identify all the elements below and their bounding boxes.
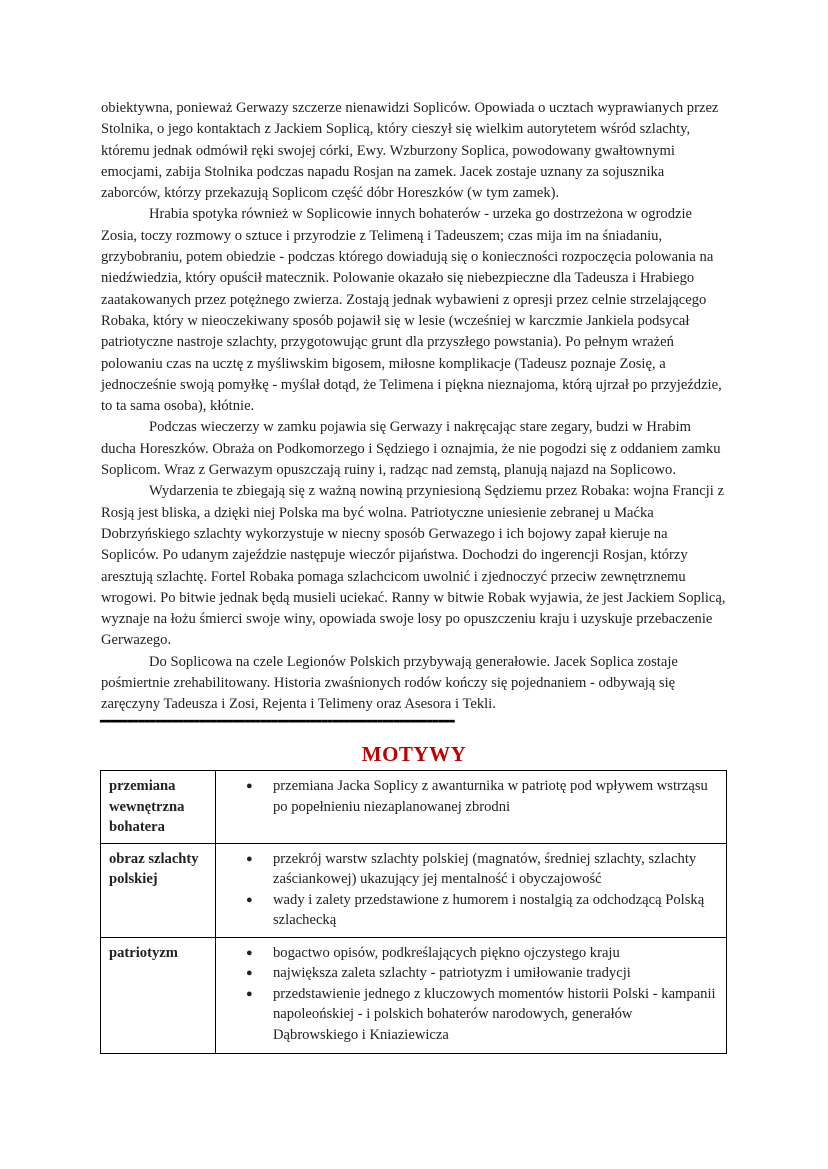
motif-items: [216, 937, 727, 1053]
list-item: ● wady i zalety przedstawione z humorem i nostalgią za odchodzącą Polską szlachecką: [246, 891, 705, 928]
paragraph-2: Hrabia spotyka również w Soplicowie innych bohaterów - urzeka go dostrzeżona w ogrodzie Zosia, toczy rozmowy o sztuce i przyrodzie z Telimeną i Tadeuszem; czas mija im na śniadaniu, grzybobraniu, potem obiedzie - podczas którego dowiadują się o konieczności rozpoczęcia polowania na niedźwiedzia, który opuścił matecznik. Polowanie okazało się niebezpieczne dla Tadeusza i Hrabiego zaatakowanych przez potężnego zwierza. Zostają jednak wybawieni z opresji przez celnie strzelającego Robaka, który w nieoczekiwany sposób pojawił się w lesie (wcześniej w karczmie Jankiela podsycał patriotyczne nastroje szlachty, przygotowując grunt dla przyszłego powstania). Po pełnym wrażeń polowaniu czas na ucztę z myśliwskim bigosem, miłosne komplikacje (Tadeusz poznaje Zosię, a jednocześnie swoją pomyłkę - myślał dotąd, że Telimena i piękna nieznajoma, którą ujrzał po przyjeździe, to ta sama osoba), kłótnie.: [101, 206, 722, 415]
motif-items: [216, 771, 727, 844]
bullet-icon: ●: [246, 780, 253, 792]
summary-text: [101, 98, 727, 716]
bullet-icon: ●: [246, 893, 253, 906]
table-row: [101, 843, 727, 937]
table-row: [101, 937, 727, 1053]
bullet-icon: ●: [246, 946, 253, 959]
list-item: ● przekrój warstw szlachty polskiej (magnatów, średniej szlachty, szlachty zaściankowej) ukazujący jej mentalność i obyczajowość: [246, 850, 697, 887]
table-row: [101, 771, 727, 844]
motif-label: obraz szlachty polskiej: [101, 843, 216, 937]
motif-label: patriotyzm: [101, 937, 216, 1053]
list-item: ● największa zaleta szlachty - patriotyzm i umiłowanie tradycji: [246, 963, 716, 984]
dashed-separator: ----------------------------------------------------------------: [99, 707, 454, 732]
list-item: ● przemiana Jacka Soplicy z awanturnika w patriotę pod wpływem wstrząsu po popełnieniu niezaplanowanej zbrodni: [246, 778, 708, 815]
section-heading: MOTYWY: [361, 742, 467, 766]
list-item: ● przedstawienie jednego z kluczowych momentów historii Polski - kampanii napoleońskiej - i polskich bohaterów narodowych, generałów Dąbrowskiego i Kniaziewicza: [246, 985, 716, 1043]
paragraph-5: Do Soplicowa na czele Legionów Polskich przybywają generałowie. Jacek Soplica zostaje pośmiertnie zrehabilitowany. Historia zwaśnionych rodów kończy się pojednaniem - odbywają się zaręczyny Tadeusza i Zosi, Rejenta i Telimeny oraz Asesora i Tekli.: [101, 653, 678, 713]
bullet-icon: ●: [246, 987, 253, 1000]
list-item: ● bogactwo opisów, podkreślających piękno ojczystego kraju: [246, 943, 716, 964]
paragraph-1: obiektywna, ponieważ Gerwazy szczerze nienawidzi Sopliców. Opowiada o ucztach wyprawianych przez Stolnika, o jego kontaktach z Jackiem Soplicą, który cieszył się wielkim autorytetem wśród szlachty, któremu jednak odmówił ręki swojej córki, Ewy. Wzburzony Soplica, powodowany gwałtownymi emocjami, zabija Stolnika podczas napadu Rosjan na zamek. Jacek zostaje uznany za sojusznika zaborców, którzy przekazują Soplicom część dóbr Horeszków (w tym zamek).: [101, 100, 719, 202]
paragraph-3: Podczas wieczerzy w zamku pojawia się Gerwazy i nakręcając stare zegary, budzi w Hrabim ducha Horeszków. Obraża on Podkomorzego i Sędziego i oznajmia, że nie pogodzi się z oddaniem zamku Soplicom. Wraz z Gerwazym opuszczają ruiny i, radząc nad zemstą, planują najazd na Soplicowo.: [101, 419, 721, 479]
paragraph-4: Wydarzenia te zbiegają się z ważną nowiną przyniesioną Sędziemu przez Robaka: wojna Francji z Rosją jest bliska, a dzięki niej Polska ma być wolna. Patriotyczne uniesienie zebranej u Maćka Dobrzyńskiego szlachty wykorzystuje w niecny sposób Gerwazego i ich bojowy zapał kieruje na Sopliców. Po udanym zajeździe następuje wieczór pijaństwa. Dochodzi do ingerencji Rosjan, którzy aresztują szlachtę. Fortel Robaka pomaga szlachcicom uwolnić i zjednoczyć przeciw zewnętrznemu wrogowi. Po bitwie jednak będą musieli uciekać. Ranny w bitwie Robak wyjawia, że jest Jackiem Soplicą, wyznaje na łożu śmierci swoje winy, opowiada swoje losy po opuszczeniu kraju i uzyskuje przebaczenie Gerwazego.: [101, 483, 726, 649]
bullet-icon: ●: [246, 967, 253, 979]
motifs-table: [100, 770, 727, 1054]
motif-items: [216, 843, 727, 937]
bullet-icon: ●: [246, 852, 253, 865]
motif-label: przemiana wewnętrzna bohatera: [101, 771, 216, 844]
